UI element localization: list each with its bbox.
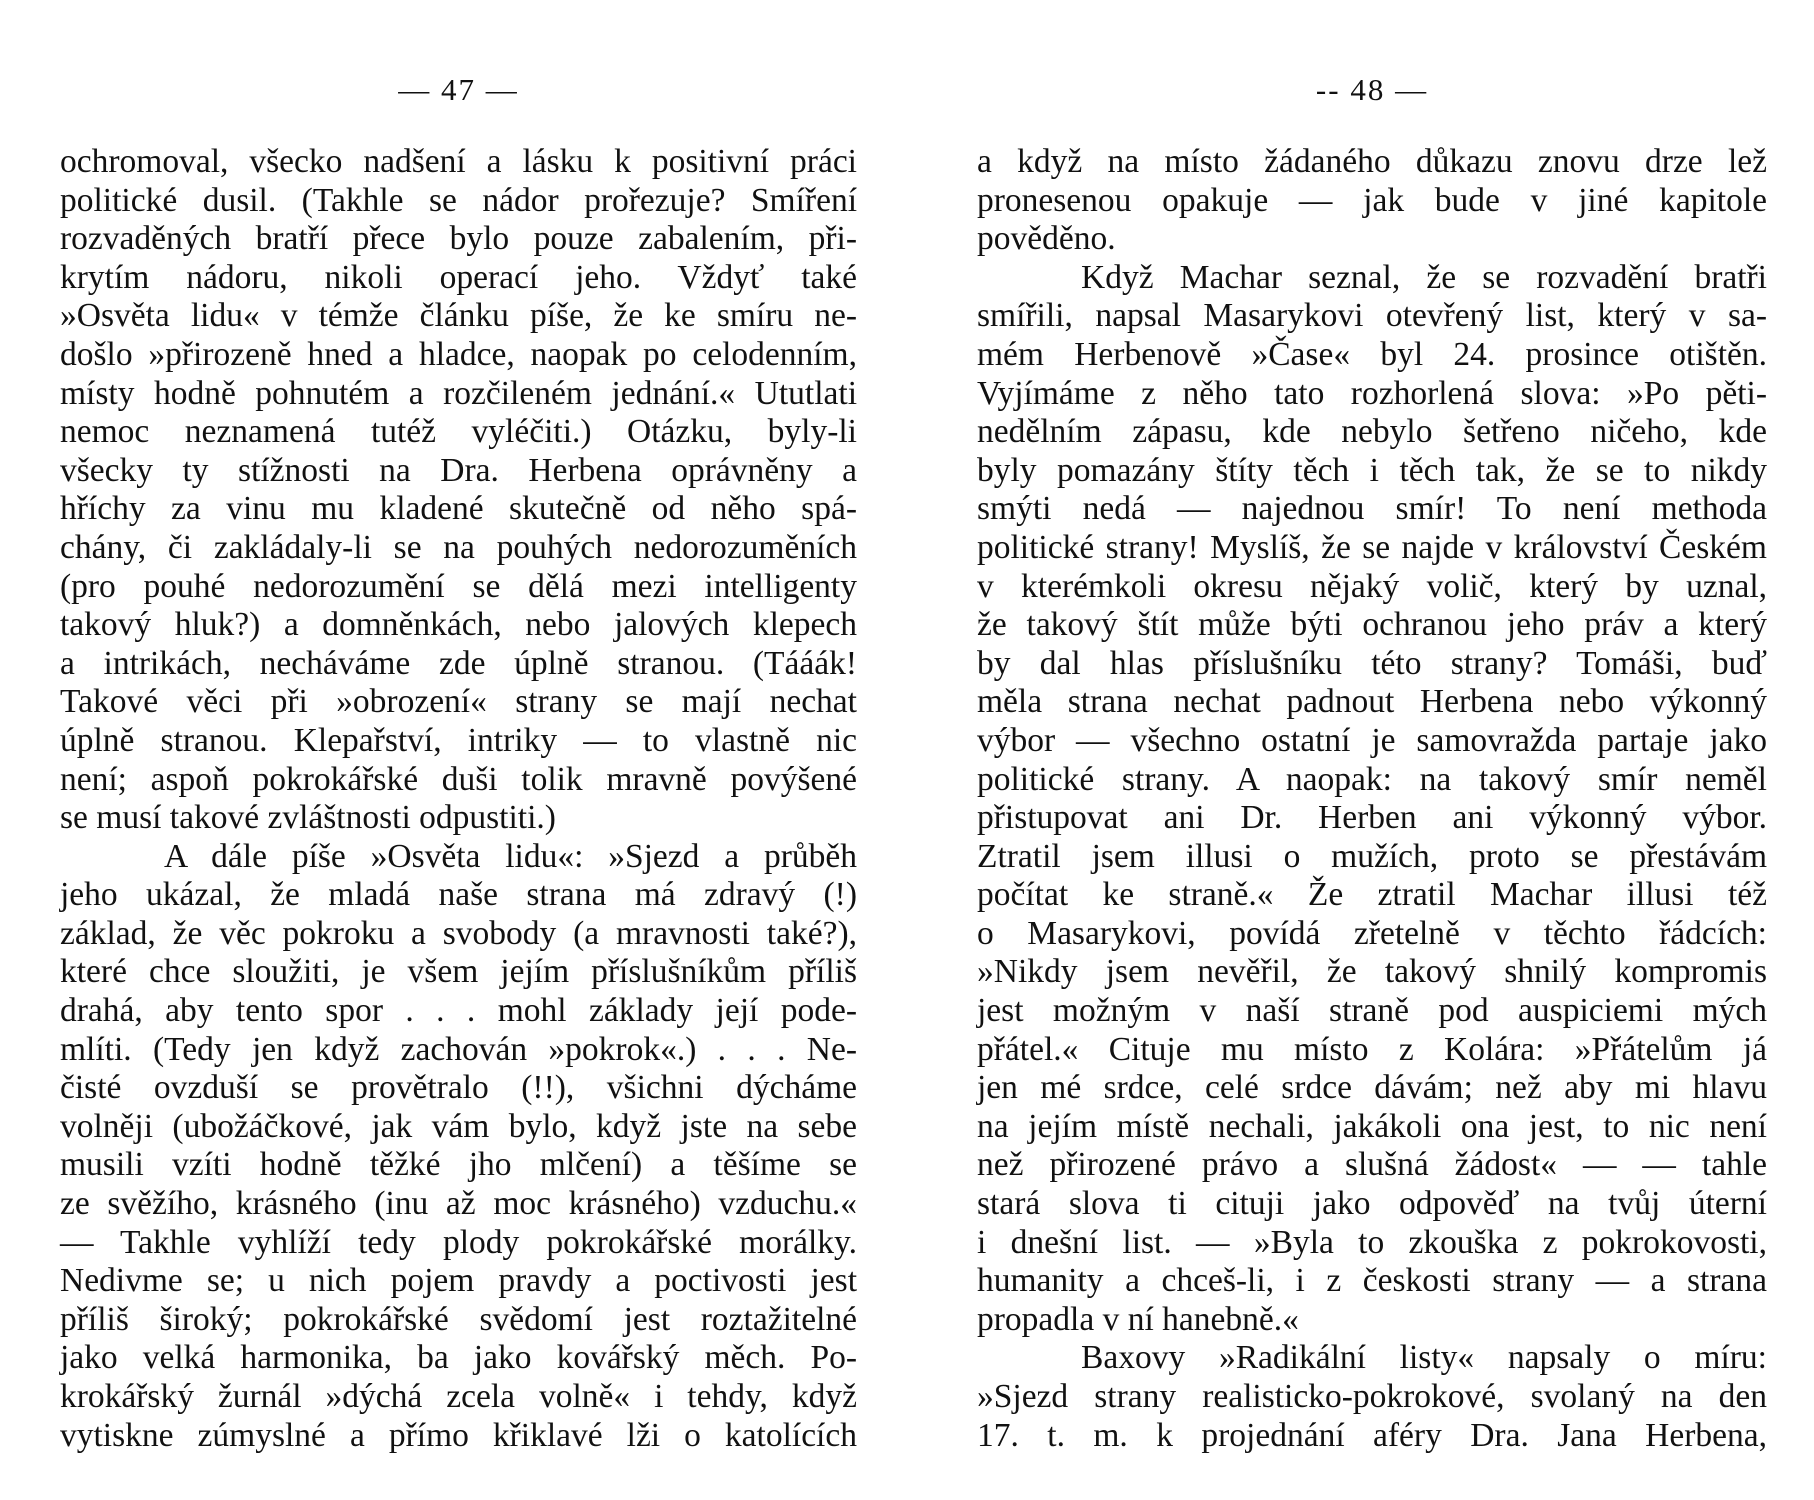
left-page-number: — 47 —: [398, 72, 519, 107]
text-line: by dal hlas příslušníku této strany? Tomáši, buď: [977, 644, 1767, 682]
text-line: nemoc neznamená tutéž vyléčiti.) Otázku, byly-li: [60, 413, 857, 451]
text-line: které chce sloužiti, je všem jejím příslušníkům příliš: [60, 953, 857, 991]
text-line: jest možným v naší straně pod auspiciemi mých: [977, 992, 1767, 1030]
text-line: Nedivme se; u nich pojem pravdy a poctivosti jest: [60, 1262, 857, 1300]
text-line: propadla v ní hanebně.«: [977, 1300, 1299, 1338]
text-line: humanity a chceš-li, i z českosti strany — a strana: [977, 1262, 1767, 1300]
text-line: přátel.« Cituje mu místo z Kolára: »Přátelům já: [977, 1030, 1767, 1068]
text-line: stará slova ti cituji jako odpověď na tvůj úterní: [977, 1185, 1767, 1223]
paragraph-start-line: Baxovy »Radikální listy« napsaly o míru:: [1081, 1339, 1767, 1377]
right-page-text: [977, 143, 1767, 1455]
text-line: měla strana nechat padnout Herbena nebo výkonný: [977, 683, 1767, 721]
text-line: politické strany! Myslíš, že se najde v království Českém: [977, 528, 1767, 566]
text-line: čisté ovzduší se provětralo (!!), všichni dýcháme: [60, 1069, 857, 1107]
text-line: politické strany. A naopak: na takový smír neměl: [977, 760, 1767, 798]
text-line: na jejím místě nechali, jakákoli ona jest, to nic není: [977, 1107, 1767, 1145]
text-line: příliš široký; pokrokářské svědomí jest roztažitelné: [60, 1300, 857, 1338]
text-line: a intrikách, necháváme zde úplně stranou. (Tááák!: [60, 644, 857, 682]
text-line: Ztratil jsem illusi o mužích, proto se přestávám: [977, 837, 1767, 875]
text-line: hříchy za vinu mu kladené skutečně od něho spá-: [60, 490, 857, 528]
text-line: (pro pouhé nedorozumění se dělá mezi intelligenty: [60, 567, 857, 605]
text-line: přistupovat ani Dr. Herben ani výkonný výbor.: [977, 799, 1767, 837]
text-line: krokářský žurnál »dýchá zcela volně« i tehdy, když: [60, 1378, 857, 1415]
text-line: jen mé srdce, celé srdce dávám; než aby mi hlavu: [977, 1069, 1767, 1107]
text-line: drahá, aby tento spor . . . mohl základy její pode-: [60, 992, 857, 1030]
text-line: výbor — všechno ostatní je samovražda partaje jako: [977, 721, 1767, 759]
text-line: — Takhle vyhlíží tedy plody pokrokářské morálky.: [60, 1223, 857, 1261]
text-line: úplně stranou. Klepařství, intriky — to vlastně nic: [60, 721, 857, 759]
text-line: byly pomazány štíty těch i těch tak, že se to nikdy: [977, 451, 1767, 489]
text-line: není; aspoň pokrokářské duši tolik mravně povýšené: [60, 760, 857, 798]
right-page-number: -- 48 —: [1315, 72, 1429, 107]
text-line: vytiskne zúmyslné a přímo křiklavé lži o katolících: [60, 1416, 857, 1454]
text-line: takový hluk?) a domněnkách, nebo jalových klepech: [60, 606, 857, 644]
text-line: volněji (ubožáčkové, jak vám bylo, když jste na sebe: [60, 1107, 857, 1145]
paragraph-start-line: A dále píše »Osvěta lidu«: »Sjezd a průběh: [164, 837, 857, 875]
text-line: chány, či zakládaly-li se na pouhých nedorozuměních: [60, 528, 857, 566]
text-line: »Nikdy jsem nevěřil, že takový shnilý kompromis: [977, 953, 1767, 991]
text-line: rozvaděných bratří přece bylo pouze zabalením, při-: [60, 220, 857, 258]
text-line: jeho ukázal, že mladá naše strana má zdravý (!): [60, 876, 857, 914]
text-line: mém Herbenově »Čase« byl 24. prosince otištěn.: [977, 335, 1767, 373]
text-line: ochromoval, všecko nadšení a lásku k positivní práci: [60, 143, 857, 180]
text-line: 17. t. m. k projednání aféry Dra. Jana Herbena,: [977, 1416, 1767, 1454]
paragraph-start-line: Když Machar seznal, že se rozvadění bratři: [1081, 258, 1767, 296]
text-line: o Masarykovi, povídá zřetelně v těchto řádcích:: [977, 914, 1767, 952]
text-line: počítat ke straně.« Že ztratil Machar illusi též: [977, 876, 1767, 914]
text-line: než přirozené právo a slušná žádost« — — tahle: [977, 1146, 1767, 1184]
text-line: se musí takové zvláštnosti odpustiti.): [60, 799, 556, 837]
text-line: Takové věci při »obrození« strany se mají nechat: [60, 683, 857, 721]
text-line: v kterémkoli okresu nějaký volič, který by uznal,: [977, 567, 1767, 605]
text-line: smýti nedá — najednou smír! To není methoda: [977, 490, 1767, 528]
text-line: »Sjezd strany realisticko-pokrokové, svolaný na den: [977, 1378, 1767, 1415]
text-line: ze svěžího, krásného (inu až moc krásného) vzduchu.«: [60, 1185, 857, 1223]
text-line: pověděno.: [977, 220, 1116, 258]
right-page: [977, 0, 1767, 1500]
text-line: a když na místo žádaného důkazu znovu drze lež: [977, 143, 1767, 180]
text-line: »Osvěta lidu« v témže článku píše, že ke smíru ne-: [60, 297, 857, 335]
text-line: všecky ty stížnosti na Dra. Herbena oprávněny a: [60, 451, 857, 489]
text-line: politické dusil. (Takhle se nádor prořezuje? Smíření: [60, 181, 857, 219]
text-line: pronesenou opakuje — jak bude v jiné kapitole: [977, 181, 1767, 219]
text-line: Vyjímáme z něho tato rozhorlená slova: »Po pěti-: [977, 374, 1767, 412]
text-line: došlo »přirozeně hned a hladce, naopak po celodenním,: [60, 335, 857, 373]
left-page-text: [60, 143, 857, 1455]
text-line: musili vzíti hodně těžké jho mlčení) a těšíme se: [60, 1146, 857, 1184]
text-line: základ, že věc pokroku a svobody (a mravnosti také?),: [60, 914, 857, 952]
text-line: nedělním zápasu, kde nebylo šetřeno ničeho, kde: [977, 413, 1767, 451]
text-line: jako velká harmonika, ba jako kovářský měch. Po-: [60, 1339, 857, 1377]
left-page: [60, 0, 857, 1500]
text-line: i dnešní list. — »Byla to zkouška z pokrokovosti,: [977, 1223, 1767, 1261]
text-line: mlíti. (Tedy jen když zachován »pokrok«.) . . . Ne-: [60, 1030, 857, 1068]
text-line: smířili, napsal Masarykovi otevřený list, který v sa-: [977, 297, 1767, 335]
text-line: že takový štít může býti ochranou jeho práv a který: [977, 606, 1767, 644]
text-line: místy hodně pohnutém a rozčileném jednání.« Ututlati: [60, 374, 857, 412]
text-line: krytím nádoru, nikoli operací jeho. Vždyť také: [60, 258, 857, 296]
